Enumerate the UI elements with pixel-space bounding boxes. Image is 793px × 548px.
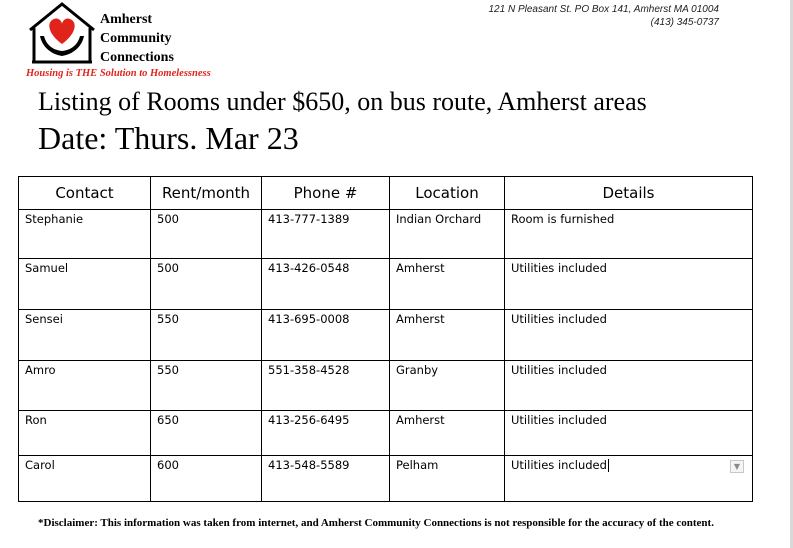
column-header-phone: Phone # <box>262 177 390 210</box>
org-logo <box>26 0 226 84</box>
page-title: Listing of Rooms under $650, on bus route, Amherst areas <box>38 87 647 116</box>
cell-details[interactable]: Room is furnished <box>505 210 753 259</box>
org-name-line2: Community <box>100 31 172 46</box>
org-address <box>489 3 720 29</box>
cell-location[interactable]: Amherst <box>390 259 505 310</box>
table-row <box>19 361 753 411</box>
org-name-line3: Connections <box>100 50 174 65</box>
active-cell <box>511 458 746 472</box>
cell-details-active[interactable] <box>505 456 753 502</box>
cell-rent[interactable]: 650 <box>151 411 262 456</box>
table-row <box>19 456 753 502</box>
table-header-row <box>19 177 753 210</box>
table-row <box>19 259 753 310</box>
address-phone: (413) 345-0737 <box>650 17 719 28</box>
cell-phone[interactable]: 413-777-1389 <box>262 210 390 259</box>
cell-location[interactable]: Granby <box>390 361 505 411</box>
cell-details[interactable]: Utilities included <box>505 259 753 310</box>
column-header-details: Details <box>505 177 753 210</box>
tagline: Housing is THE Solution to Homelessness <box>26 68 211 79</box>
disclaimer: *Disclaimer: This information was taken from internet, and Amherst Community Connections is not responsible for the accuracy of the content. <box>38 517 714 529</box>
cell-location[interactable]: Amherst <box>390 411 505 456</box>
rooms-table <box>18 176 753 502</box>
cell-phone[interactable]: 413-548-5589 <box>262 456 390 502</box>
cell-details[interactable]: Utilities included <box>505 361 753 411</box>
address-line1: 121 N Pleasant St. PO Box 141, Amherst MA 01004 <box>488 4 719 15</box>
org-name <box>100 10 174 67</box>
cell-rent[interactable]: 550 <box>151 361 262 411</box>
cell-phone[interactable]: 413-426-0548 <box>262 259 390 310</box>
cell-details-text: Utilities included <box>511 458 607 472</box>
cell-location[interactable]: Amherst <box>390 310 505 361</box>
column-header-location: Location <box>390 177 505 210</box>
column-header-contact: Contact <box>19 177 151 210</box>
cell-contact[interactable]: Stephanie <box>19 210 151 259</box>
cell-location[interactable]: Pelham <box>390 456 505 502</box>
cell-rent[interactable]: 550 <box>151 310 262 361</box>
cell-rent[interactable]: 600 <box>151 456 262 502</box>
cell-contact[interactable]: Amro <box>19 361 151 411</box>
cell-details[interactable]: Utilities included <box>505 310 753 361</box>
cell-contact[interactable]: Ron <box>19 411 151 456</box>
table-row <box>19 310 753 361</box>
cell-contact[interactable]: Sensei <box>19 310 151 361</box>
cell-location[interactable]: Indian Orchard <box>390 210 505 259</box>
chevron-down-icon[interactable]: ▼ <box>730 460 744 473</box>
cell-contact[interactable]: Carol <box>19 456 151 502</box>
table-row <box>19 210 753 259</box>
cell-rent[interactable]: 500 <box>151 210 262 259</box>
column-header-rent: Rent/month <box>151 177 262 210</box>
house-hands-heart-icon <box>26 0 98 66</box>
text-cursor <box>608 459 609 472</box>
cell-phone[interactable]: 413-695-0008 <box>262 310 390 361</box>
cell-phone[interactable]: 551-358-4528 <box>262 361 390 411</box>
cell-rent[interactable]: 500 <box>151 259 262 310</box>
table-row <box>19 411 753 456</box>
listing-date: Date: Thurs. Mar 23 <box>38 120 299 156</box>
cell-phone[interactable]: 413-256-6495 <box>262 411 390 456</box>
org-name-line1: Amherst <box>100 12 153 27</box>
cell-contact[interactable]: Samuel <box>19 259 151 310</box>
cell-details[interactable]: Utilities included <box>505 411 753 456</box>
